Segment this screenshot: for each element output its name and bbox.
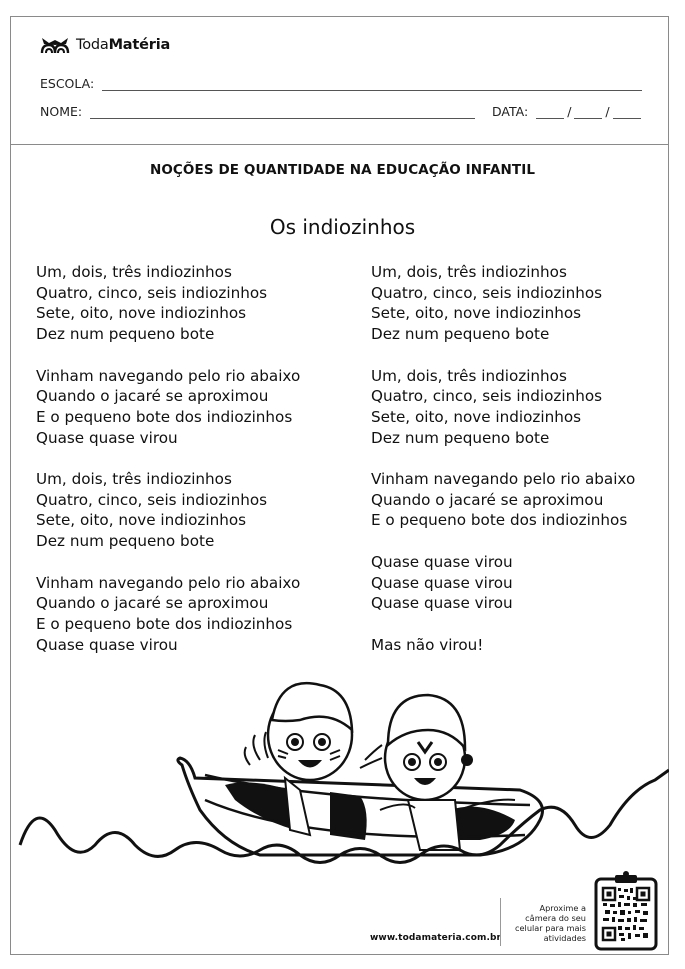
header-divider: [10, 144, 669, 145]
lyric-line: Sete, oito, nove indiozinhos: [36, 304, 247, 323]
lyric-line: Quatro, cinco, seis indiozinhos: [36, 490, 268, 509]
school-input-line[interactable]: [102, 78, 642, 91]
lyric-line: Quando o jacaré se aproximou: [36, 594, 269, 613]
lyric-line: Um, dois, três indiozinhos: [36, 263, 232, 281]
footer-divider: [500, 898, 501, 946]
qr-code-icon[interactable]: [593, 870, 659, 952]
song-title: Os indiozinhos: [269, 215, 416, 239]
lyric-line: Dez num pequeno bote: [36, 532, 215, 551]
lyric-line: Um, dois, três indiozinhos: [36, 470, 232, 488]
lyric-line: Dez num pequeno bote: [371, 428, 550, 447]
lyric-line: Quase quase virou: [371, 573, 513, 592]
date-field-row: [492, 104, 641, 119]
stanza: [371, 366, 635, 449]
lyrics-left-column: [36, 262, 300, 676]
date-separator: /: [605, 104, 610, 119]
lyric-line: Sete, oito, nove indiozinhos: [36, 511, 247, 530]
lyric-line: Quase quase virou: [36, 428, 178, 447]
lyric-line: Quatro, cinco, seis indiozinhos: [371, 283, 603, 302]
name-label: NOME:: [40, 104, 83, 119]
lyric-line: Quase quase virou: [371, 552, 513, 571]
lyric-line: Dez num pequeno bote: [36, 325, 215, 344]
boat-children-illustration: [10, 650, 669, 875]
lyric-line: E o pequeno bote dos indiozinhos: [371, 511, 628, 530]
lyric-line: Vinham navegando pelo rio abaixo: [36, 366, 301, 385]
lyric-line: Sete, oito, nove indiozinhos: [371, 304, 582, 323]
lyric-line: Vinham navegando pelo rio abaixo: [36, 573, 301, 592]
lyric-line: Quando o jacaré se aproximou: [371, 490, 604, 509]
stanza: [36, 366, 300, 449]
lyrics-right-column: [371, 262, 635, 676]
date-month-line[interactable]: [574, 106, 602, 119]
lyric-line: Quase quase virou: [36, 635, 178, 654]
stanza: [36, 469, 300, 552]
lyric-line: Quase quase virou: [371, 594, 513, 613]
qr-caption-line: atividades: [543, 933, 586, 943]
brand-name: TodaMatéria: [76, 37, 171, 53]
lyric-line: Quatro, cinco, seis indiozinhos: [371, 387, 603, 406]
qr-caption-line: câmera do seu: [525, 913, 586, 923]
name-field-row: [40, 104, 475, 119]
owl-icon: [40, 36, 70, 54]
lyric-line: Sete, oito, nove indiozinhos: [371, 407, 582, 426]
lyric-line: E o pequeno bote dos indiozinhos: [36, 407, 293, 426]
lyric-line: Dez num pequeno bote: [371, 325, 550, 344]
stanza: [36, 262, 300, 345]
lyric-line: Mas não virou!: [371, 635, 484, 654]
brand-logo: [40, 36, 170, 54]
lyric-line: Um, dois, três indiozinhos: [371, 263, 567, 281]
qr-caption: [505, 903, 586, 943]
stanza: [371, 262, 635, 345]
school-field-row: [40, 76, 642, 91]
qr-caption-line: celular para mais: [515, 923, 586, 933]
name-input-line[interactable]: [90, 106, 475, 119]
date-label: DATA:: [492, 104, 529, 119]
lyric-line: Um, dois, três indiozinhos: [371, 366, 567, 385]
lyric-line: Vinham navegando pelo rio abaixo: [371, 470, 636, 488]
stanza: [371, 469, 635, 531]
date-separator: /: [567, 104, 572, 119]
school-label: ESCOLA:: [40, 76, 95, 91]
worksheet-heading: NOÇÕES DE QUANTIDADE NA EDUCAÇÃO INFANTIL: [149, 162, 536, 178]
stanza: [36, 573, 300, 656]
date-year-line[interactable]: [613, 106, 641, 119]
date-day-line[interactable]: [536, 106, 564, 119]
stanza: [371, 552, 635, 614]
qr-caption-line: Aproxime a: [539, 903, 586, 913]
website-link[interactable]: www.todamateria.com.br: [370, 933, 502, 943]
lyric-line: Quatro, cinco, seis indiozinhos: [36, 283, 268, 302]
lyric-line: E o pequeno bote dos indiozinhos: [36, 614, 293, 633]
lyric-line: Quando o jacaré se aproximou: [36, 387, 269, 406]
